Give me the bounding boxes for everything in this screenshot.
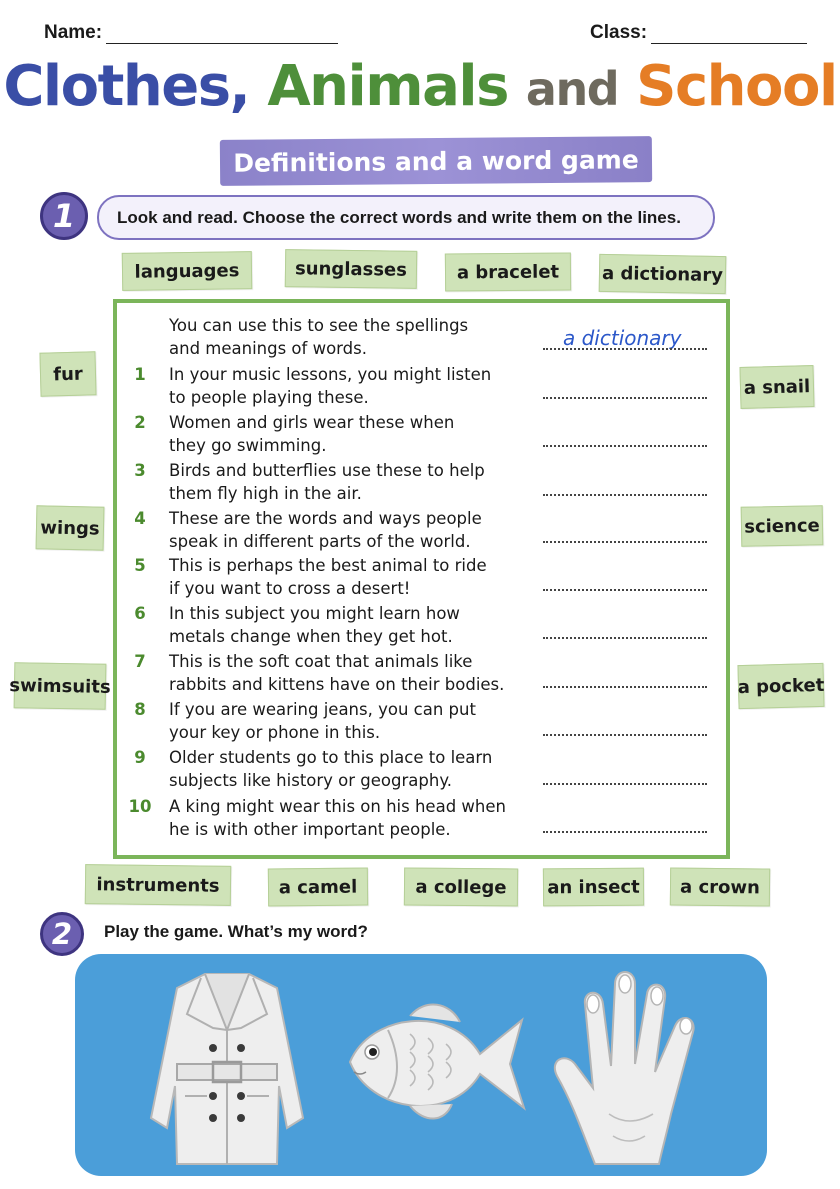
question-7 [125, 650, 525, 696]
example-answer: a dictionary [563, 326, 682, 350]
class-line[interactable] [651, 26, 807, 44]
question-line-2: metals change when they get hot. [169, 627, 453, 646]
answer-line-5[interactable] [543, 589, 707, 591]
question-number: 1 [134, 365, 146, 384]
question-line-1: A king might wear this on his head when [169, 797, 506, 816]
question-3 [125, 459, 525, 505]
section-2-badge: 2 [40, 912, 84, 956]
word-tag[interactable]: swimsuits [14, 662, 107, 710]
word-tag[interactable]: a camel [268, 867, 368, 906]
question-line-2: rabbits and kittens have on their bodies. [169, 675, 505, 694]
answer-line-1[interactable] [543, 397, 707, 399]
question-line-2: he is with other important people. [169, 820, 451, 839]
question-number: 5 [134, 556, 146, 575]
answer-line-4[interactable] [543, 541, 707, 543]
question-line-1: Women and girls wear these when [169, 413, 455, 432]
question-line-1: This is perhaps the best animal to ride [169, 556, 487, 575]
question-line-1: In this subject you might learn how [169, 604, 460, 623]
question-line-2: speak in different parts of the world. [169, 532, 471, 551]
question-number: 4 [134, 509, 146, 528]
word-tag[interactable]: instruments [85, 864, 231, 906]
word-tag[interactable]: sunglasses [285, 249, 418, 289]
word-tag[interactable]: a dictionary [599, 254, 727, 294]
question-number: 2 [134, 413, 146, 432]
question-8 [125, 698, 525, 744]
word-tag[interactable]: an insect [543, 868, 644, 907]
example-answer-line [543, 348, 707, 350]
answer-line-10[interactable] [543, 831, 707, 833]
example-line-2: and meanings of words. [169, 339, 367, 358]
example-line-1: You can use this to see the spellings [169, 316, 469, 335]
answer-line-9[interactable] [543, 783, 707, 785]
name-line[interactable] [106, 26, 338, 44]
name-field[interactable] [44, 22, 338, 44]
title-and: and [525, 62, 619, 116]
question-1 [125, 363, 525, 409]
answer-line-7[interactable] [543, 686, 707, 688]
question-line-2: subjects like history or geography. [169, 771, 452, 790]
class-field[interactable] [590, 22, 807, 44]
question-6 [125, 602, 525, 648]
section-1-badge: 1 [40, 192, 88, 240]
question-number: 7 [134, 652, 146, 671]
question-number: 6 [134, 604, 146, 623]
question-line-2: to people playing these. [169, 388, 369, 407]
page-title [0, 54, 840, 119]
subtitle-banner [220, 136, 652, 186]
question-10 [125, 795, 525, 841]
title-clothes: Clothes, [3, 54, 250, 119]
question-line-1: This is the soft coat that animals like [169, 652, 473, 671]
word-tag[interactable]: a pocket [737, 663, 824, 709]
coat-picture [127, 968, 327, 1173]
question-line-2: your key or phone in this. [169, 723, 381, 742]
question-number: 10 [128, 797, 152, 816]
section-1-instruction-text: Look and read. Choose the correct words and write them on the lines. [117, 207, 681, 227]
word-tag[interactable]: a college [404, 868, 518, 907]
question-line-1: Birds and butterflies use these to help [169, 461, 485, 480]
question-line-1: If you are wearing jeans, you can put [169, 700, 476, 719]
word-tag[interactable]: wings [36, 505, 105, 550]
answer-line-6[interactable] [543, 637, 707, 639]
word-tag[interactable]: a bracelet [445, 252, 571, 291]
word-tag[interactable]: a snail [739, 365, 814, 409]
question-line-1: Older students go to this place to learn [169, 748, 493, 767]
question-line-2: they go swimming. [169, 436, 327, 455]
question-2 [125, 411, 525, 457]
name-label: Name: [44, 22, 103, 43]
answer-line-8[interactable] [543, 734, 707, 736]
subtitle: Definitions and a word game [233, 144, 639, 178]
word-tag[interactable]: a crown [670, 867, 770, 906]
fish-picture [340, 994, 530, 1134]
word-tag[interactable]: fur [39, 351, 96, 396]
section-1-instruction [97, 195, 715, 240]
word-tag[interactable]: science [741, 505, 824, 546]
question-line-1: In your music lessons, you might listen [169, 365, 492, 384]
class-label: Class: [590, 22, 648, 43]
word-tag[interactable]: languages [122, 251, 253, 291]
question-number: 9 [134, 748, 146, 767]
question-9 [125, 746, 525, 792]
answer-line-3[interactable] [543, 494, 707, 496]
question-line-2: if you want to cross a desert! [169, 579, 411, 598]
game-picture-panel [75, 954, 767, 1176]
section-2-instruction: Play the game. What’s my word? [104, 922, 368, 941]
title-animals: Animals [267, 54, 508, 119]
question-number: 8 [134, 700, 146, 719]
question-line-2: them fly high in the air. [169, 484, 362, 503]
title-school: School [636, 54, 837, 119]
example-definition [125, 314, 525, 360]
question-number: 3 [134, 461, 146, 480]
question-4 [125, 507, 525, 553]
answer-line-2[interactable] [543, 445, 707, 447]
hand-picture [543, 964, 713, 1174]
question-5 [125, 554, 525, 600]
question-line-1: These are the words and ways people [169, 509, 482, 528]
